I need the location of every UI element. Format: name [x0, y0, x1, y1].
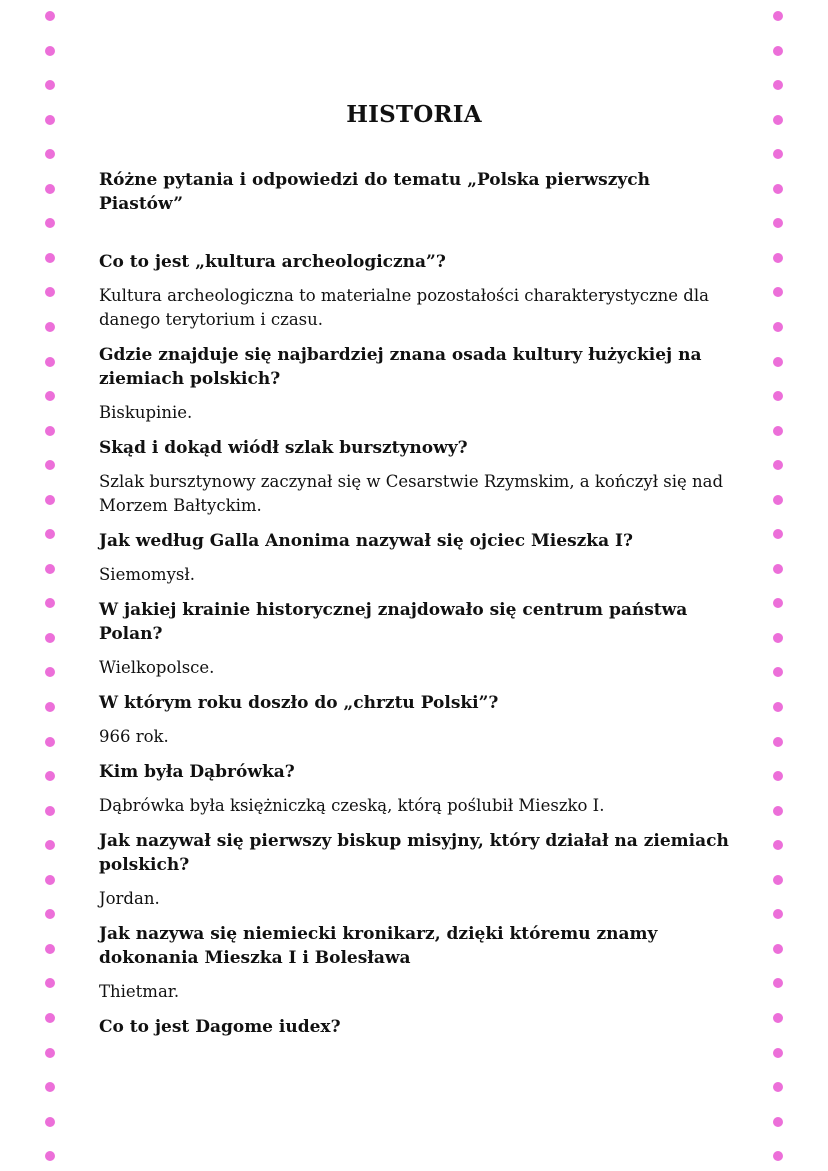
border-dot [773, 909, 783, 919]
border-dot [773, 391, 783, 401]
border-dot [773, 1048, 783, 1058]
border-dot [45, 184, 55, 194]
border-dot [773, 840, 783, 850]
border-dot [45, 357, 55, 367]
answer: Dąbrówka była księżniczką czeską, którą poślubił Mieszko I. [99, 796, 605, 815]
border-dot [45, 564, 55, 574]
border-dot [773, 944, 783, 954]
answer: Jordan. [99, 889, 160, 908]
border-dot [45, 806, 55, 816]
border-dot [45, 840, 55, 850]
qa-item [99, 343, 739, 425]
answer: Thietmar. [99, 982, 180, 1001]
border-dot [45, 875, 55, 885]
border-dot [773, 218, 783, 228]
qa-item [99, 829, 739, 911]
border-dot [45, 391, 55, 401]
document-subtitle: Różne pytania i odpowiedzi do tematu „Polska pierwszych Piastów” [99, 170, 650, 214]
border-dot [773, 460, 783, 470]
border-dot [45, 598, 55, 608]
left-dot-border [43, 0, 57, 1171]
qa-item [99, 250, 739, 332]
question: W jakiej krainie historycznej znajdowało się centrum państwa Polan? [99, 600, 688, 644]
border-dot [773, 1013, 783, 1023]
answer: Kultura archeologiczna to materialne pozostałości charakterystyczne dla danego terytorium i czasu. [99, 286, 709, 329]
border-dot [45, 737, 55, 747]
answer: Biskupinie. [99, 403, 193, 422]
border-dot [773, 667, 783, 677]
border-dot [45, 46, 55, 56]
border-dot [773, 702, 783, 712]
question: Jak nazywa się niemiecki kronikarz, dzięki któremu znamy dokonania Mieszka I i Bolesława [99, 924, 658, 968]
border-dot [45, 460, 55, 470]
border-dot [45, 529, 55, 539]
border-dot [45, 978, 55, 988]
answer: Siemomysł. [99, 565, 195, 584]
border-dot [773, 598, 783, 608]
border-dot [773, 633, 783, 643]
border-dot [773, 529, 783, 539]
right-dot-border [771, 0, 785, 1171]
border-dot [773, 11, 783, 21]
border-dot [45, 944, 55, 954]
border-dot [773, 149, 783, 159]
border-dot [45, 80, 55, 90]
border-dot [45, 909, 55, 919]
border-dot [45, 1117, 55, 1127]
question: Kim była Dąbrówka? [99, 762, 295, 782]
border-dot [45, 149, 55, 159]
qa-item [99, 436, 739, 518]
border-dot [773, 253, 783, 263]
border-dot [45, 495, 55, 505]
question: W którym roku doszło do „chrztu Polski”? [99, 693, 499, 713]
border-dot [45, 218, 55, 228]
border-dot [773, 875, 783, 885]
question: Skąd i dokąd wiódł szlak bursztynowy? [99, 438, 468, 458]
border-dot [45, 11, 55, 21]
border-dot [773, 1117, 783, 1127]
border-dot [773, 806, 783, 816]
border-dot [773, 287, 783, 297]
question: Jak nazywał się pierwszy biskup misyjny, który działał na ziemiach polskich? [99, 831, 729, 875]
qa-item [99, 1015, 739, 1039]
border-dot [773, 564, 783, 574]
border-dot [45, 287, 55, 297]
qa-item [99, 760, 739, 818]
border-dot [773, 80, 783, 90]
border-dot [45, 1013, 55, 1023]
border-dot [773, 771, 783, 781]
border-dot [45, 253, 55, 263]
qa-item [99, 922, 739, 1004]
qa-item [99, 691, 739, 749]
border-dot [45, 771, 55, 781]
border-dot [45, 426, 55, 436]
page-title: HISTORIA [346, 101, 482, 128]
answer: Szlak bursztynowy zaczynał się w Cesarstwie Rzymskim, a kończył się nad Morzem Bałtyckim. [99, 472, 724, 515]
border-dot [773, 322, 783, 332]
question: Gdzie znajduje się najbardziej znana osada kultury łużyckiej na ziemiach polskich? [99, 345, 702, 389]
border-dot [45, 1082, 55, 1092]
qa-item [99, 598, 739, 680]
border-dot [45, 1151, 55, 1161]
document-body [99, 168, 739, 1049]
border-dot [45, 322, 55, 332]
border-dot [773, 978, 783, 988]
border-dot [773, 1082, 783, 1092]
border-dot [45, 667, 55, 677]
answer: Wielkopolsce. [99, 658, 215, 677]
qa-item [99, 529, 739, 587]
border-dot [45, 702, 55, 712]
answer: 966 rok. [99, 727, 169, 746]
border-dot [773, 184, 783, 194]
border-dot [773, 426, 783, 436]
question: Co to jest „kultura archeologiczna”? [99, 252, 446, 272]
border-dot [773, 737, 783, 747]
border-dot [45, 633, 55, 643]
border-dot [773, 357, 783, 367]
border-dot [773, 1151, 783, 1161]
border-dot [773, 495, 783, 505]
border-dot [773, 46, 783, 56]
question: Co to jest Dagome iudex? [99, 1017, 341, 1037]
question: Jak według Galla Anonima nazywał się ojciec Mieszka I? [99, 531, 633, 551]
border-dot [45, 1048, 55, 1058]
